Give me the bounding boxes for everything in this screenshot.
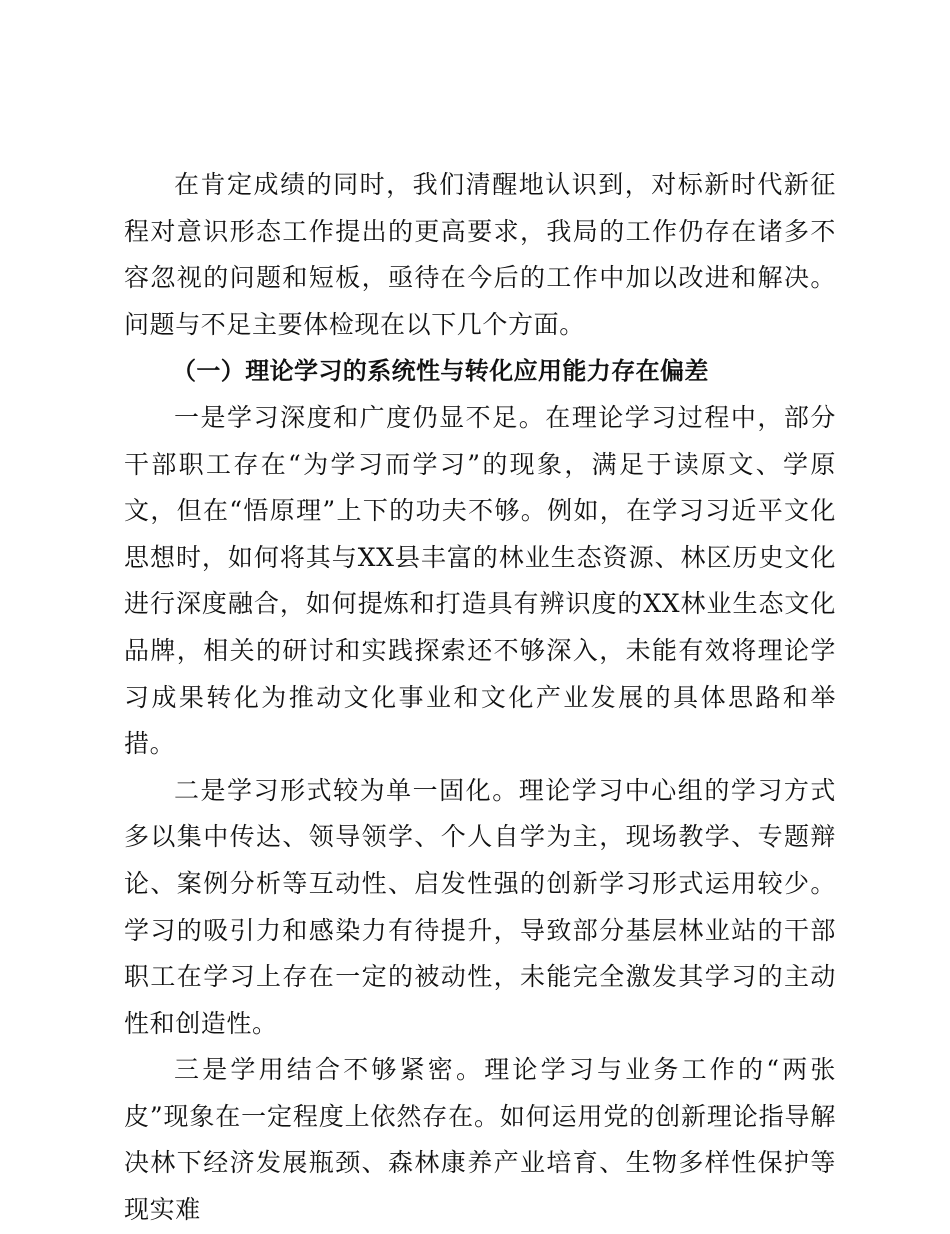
- document-body: [124, 162, 836, 1234]
- intro-paragraph: 在肯定成绩的同时，我们清醒地认识到，对标新时代新征程对意识形态工作提出的更高要求，我局的工作仍存在诸多不容忽视的问题和短板，亟待在今后的工作中加以改进和解决。问题与不足主要体检现在以下几个方面。: [124, 170, 836, 339]
- point-three-paragraph: 三是学用结合不够紧密。理论学习与业务工作的“两张皮”现象在一定程度上依然存在。如何运用党的创新理论指导解决林下经济发展瓶颈、森林康养产业培育、生物多样性保护等现实难: [124, 1055, 836, 1225]
- section-heading: （一）理论学习的系统性与转化应用能力存在偏差: [172, 357, 709, 386]
- point-two-paragraph: 二是学习形式较为单一固化。理论学习中心组的学习方式多以集中传达、领导领学、个人自学为主，现场教学、专题辩论、案例分析等互动性、启发性强的创新学习形式运用较少。学习的吸引力和感染力有待提升，导致部分基层林业站的干部职工在学习上存在一定的被动性，未能完全激发其学习的主动性和创造性。: [124, 775, 836, 1038]
- point-one-paragraph: 一是学习深度和广度仍显不足。在理论学习过程中，部分干部职工存在“为学习而学习”的现象，满足于读原文、学原文，但在“悟原理”上下的功夫不够。例如，在学习习近平文化思想时，如何将其与XX县丰富的林业生态资源、林区历史文化进行深度融合，如何提炼和打造具有辨识度的XX林业生态文化品牌，相关的研讨和实践探索还不够深入，未能有效将理论学习成果转化为推动文化事业和文化产业发展的具体思路和举措。: [124, 402, 836, 759]
